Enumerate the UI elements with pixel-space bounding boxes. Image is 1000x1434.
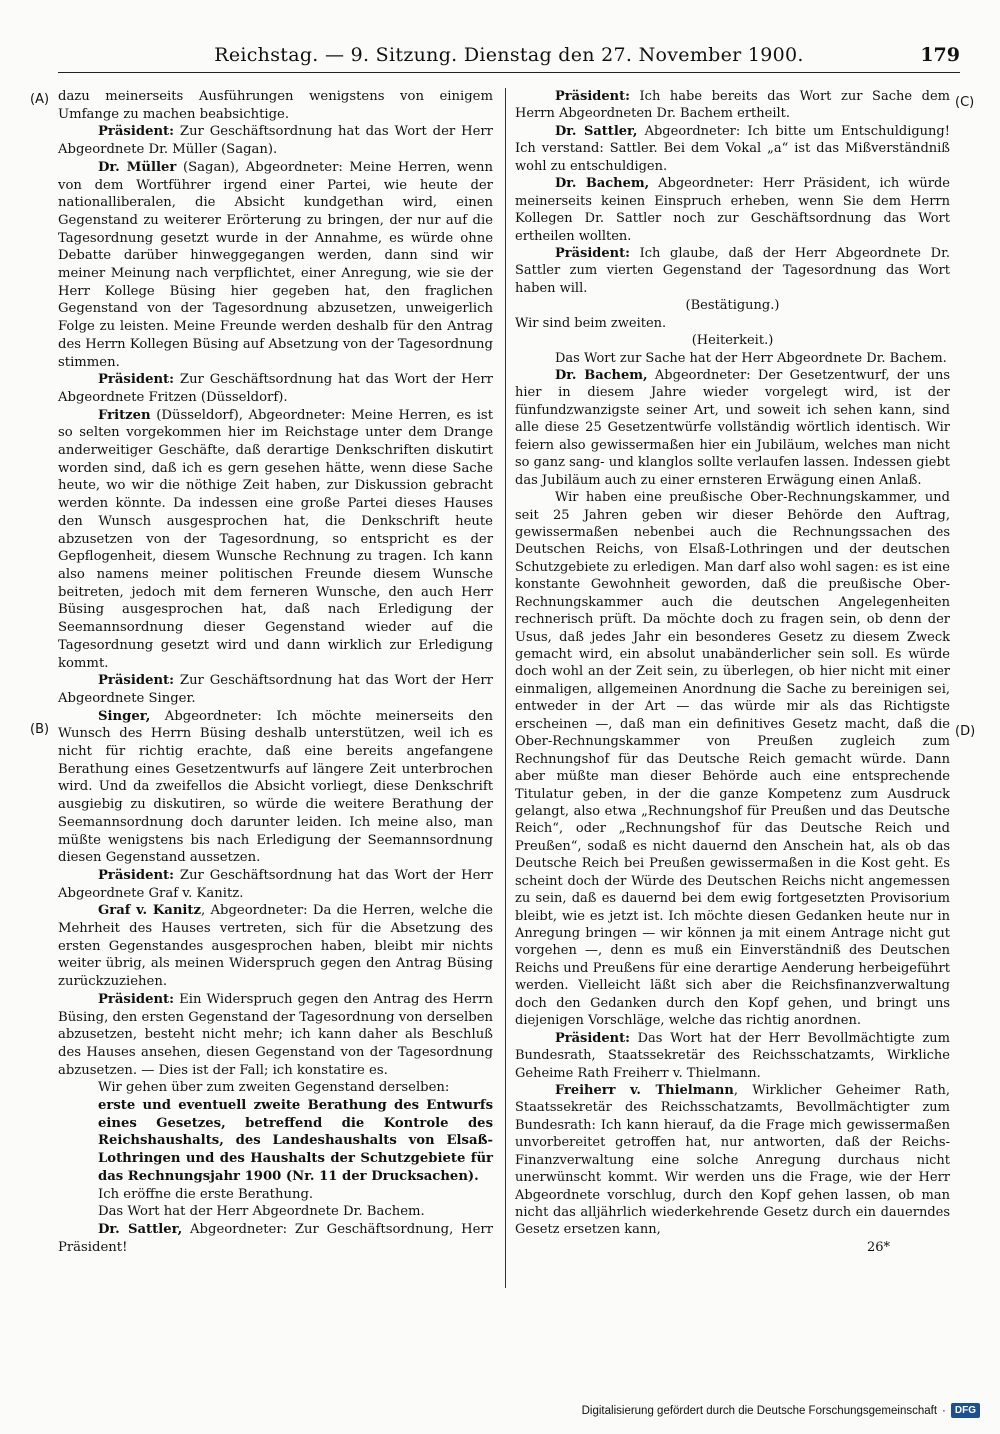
speaker-name: Dr. Bachem, (555, 368, 648, 383)
paragraph: Dr. Bachem, Abgeordneter: Der Gesetzentwurf, der uns hier in diesem Jahre wieder vorgelegt wird, ist der fünfundzwanzigste seiner Art, und soweit ich sehen kann, sind alle diese 25 Gesetzentwürfe vollständig wörtlich identisch. Wir feiern also gewissermaßen hier ein Jubiläum, welches man nicht so ganz sang- und klanglos sollte verlaufen lassen. Indessen giebt das Jubiläum auch zu einer ernsteren Erwägung einen Anlaß. (515, 368, 950, 488)
paragraph: erste und eventuell zweite Berathung des Entwurfs eines Gesetzes, betreffend die Kontrole des Reichshaushalts, des Landeshaushalts von Elsaß-Lothringen und des Haushalts der Schutzgebiete für das Rechnungsjahr 1900 (Nr. 11 der Drucksachen). (98, 1098, 493, 1184)
paragraph: Das Wort hat der Herr Abgeordnete Dr. Bachem. (98, 1204, 425, 1220)
margin-mark-c: (C) (955, 95, 975, 110)
paragraph: Wir gehen über zum zweiten Gegenstand derselben: (98, 1080, 450, 1096)
paragraph: Dr. Müller (Sagan), Abgeordneter: Meine Herren, wenn von dem Wortführer irgend einer Partei, wie heute der nationalliberalen, die Absicht kundgethan wird, einen Gegenstand zu weiterer Erörterung zu bringen, der nur auf die Tagesordnung gesetzt wurde in der Annahme, es würde ohne Debatte darüber hinweggegangen werden, dann sind wir meiner Meinung nach verpflichtet, einer Anregung, wie sie der Herr Kollege Büsing hier gegeben hat, den fraglichen Gegenstand von der Tagesordnung abzusetzen, unweigerlich Folge zu leisten. Meine Freunde werden deshalb für den Antrag des Herrn Kollegen Büsing auf Absetzung von der Tagesordnung stimmen. (58, 159, 493, 370)
speaker-name: Präsident: (555, 245, 630, 261)
margin-mark-d: (D) (955, 724, 976, 739)
paragraph: 26* (866, 1239, 890, 1255)
left-column (58, 88, 493, 1256)
paragraph: Dr. Sattler, Abgeordneter: Ich bitte um Entschuldigung! Ich verstand: Sattler. Bei dem Vokal „a“ ist das Mißverständniß wohl zu entschuldigen. (515, 123, 950, 174)
dfg-logo: DFG (951, 1403, 980, 1418)
speaker-name: Präsident: (98, 867, 175, 883)
margin-mark-a: (A) (30, 92, 50, 107)
paragraph: Ich eröffne die erste Berathung. (98, 1186, 314, 1202)
speaker-name: Dr. Sattler, (98, 1222, 183, 1237)
page-number: 179 (920, 44, 960, 66)
paragraph: Wir haben eine preußische Ober-Rechnungskammer, und seit 25 Jahren geben wir dieser Behörde den Auftrag, gewissermaßen nebenbei auch die Rechnungssachen des Deutschen Reichs, von Elsaß-Lothringen und der deutschen Schutzgebiete zu erledigen. Man darf also wohl sagen: es ist eine konstante Gewohnheit geworden, daß die preußische Ober-Rechnungskammer auch die deutschen Angelegenheiten rechnerisch prüft. Da möchte doch zu fragen sein, ob denn der Usus, daß jedes Jahr ein besonderes Gesetz zu diesem Zweck gemacht wird, ein absolut unabänderlicher sein soll. Es würde doch wohl an der Zeit sein, zu überlegen, ob hier nicht mit einer einmaligen, allgemeinen Anordnung die Sache zu bereinigen sei, entweder in der Art — das würde mir als das Richtigste erscheinen —, daß man ein definitives Gesetz macht, daß die Ober-Rechnungskammer von Preußen zugleich zum Rechnungshof für das Deutsche Reich gemacht würde. Dann aber müßte man dieser Behörde auch eine entsprechende Titulatur geben, in der die ganze Kompetenz zum Ausdruck gelangt, also etwa „Rechnungshof für Preußen und das Deutsche Reich“, oder „Rechnungshof für das Deutsche Reich und Preußen“, sodaß es nicht dauernd den Anschein hat, als ob das Deutsche Reich bei Preußen gewissermaßen in die Kost geht. Es scheint doch der Würde des Deutschen Reichs nicht angemessen zu sein, daß es dauernd bei dem ewig fortgesetzten Provisorium bleibt, wie es jetzt ist. Ich möchte diesen Gedanken heute nur in Anregung bringen — wir können ja mit einem Antrage nicht gut vorgehen —, denn es muß ein Einverständniß des Deutschen Reichs und Preußens für eine derartige Aenderung herbeigeführt werden. Vielleicht läßt sich aber die Reichsfinanzverwaltung doch den Gedanken durch den Kopf gehen, und bringt uns diejenigen Vorschläge, welche das richtig anordnen. (515, 490, 950, 1029)
paragraph: Präsident: Ein Widerspruch gegen den Antrag des Herrn Büsing, den ersten Gegenstand der Tagesordnung von derselben abzusetzen, besteht nicht mehr; ich kann daher als Beschluß des Hauses ansehen, diesen Gegenstand von der Tagesordnung abzusetzen. — Dies ist der Fall; ich konstatire es. (58, 991, 493, 1078)
paragraph: Präsident: Das Wort hat der Herr Bevollmächtigte zum Bundesrath, Staatssekretär des Reichsschatzamts, Wirkliche Geheime Rath Freiherr v. Thielmann. (515, 1030, 950, 1081)
paragraph: Präsident: Zur Geschäftsordnung hat das Wort der Herr Abgeordnete Dr. Müller (Sagan). (58, 124, 493, 158)
speaker-name: Freiherr v. Thielmann (555, 1082, 734, 1098)
running-title: Reichstag. — 9. Sitzung. Dienstag den 27. November 1900. (214, 44, 804, 66)
speaker-name: Präsident: (555, 89, 630, 104)
speaker-name: Präsident: (98, 372, 175, 388)
paragraph: Graf v. Kanitz, Abgeordneter: Da die Herren, welche die Mehrheit des Hauses vertreten, sich für die Absetzung des ersten Gegenstandes ausgesprochen haben, bleibt mir nichts weiter übrig, als meinen Widerspruch gegen den Antrag Büsing zurückzuziehen. (58, 903, 493, 990)
digitization-credit (582, 1403, 980, 1418)
paragraph: (Bestätigung.) (685, 298, 780, 314)
column-divider (505, 88, 506, 1288)
speaker-name: Dr. Müller (98, 159, 177, 175)
paragraph: Präsident: Zur Geschäftsordnung hat das Wort der Herr Abgeordnete Fritzen (Düsseldorf). (58, 372, 493, 405)
right-column (515, 88, 950, 1256)
margin-mark-b: (B) (30, 722, 50, 737)
paragraph: Dr. Bachem, Abgeordneter: Herr Präsident, ich würde meinerseits keinen Einspruch erheben, wenn Sie dem Herrn Kollegen Dr. Sattler noch zur Geschäftsordnung das Wort ertheilen wollten. (515, 176, 950, 244)
paragraph: Präsident: Ich glaube, daß der Herr Abgeordnete Dr. Sattler zum vierten Gegenstand der Tagesordnung das Wort haben will. (515, 245, 950, 296)
paragraph: Präsident: Ich habe bereits das Wort zur Sache dem Herrn Abgeordneten Dr. Bachem ertheilt. (515, 89, 950, 122)
speaker-name: Dr. Sattler, (555, 123, 638, 139)
paragraph: Wir sind beim zweiten. (515, 315, 667, 331)
credit-text: Digitalisierung gefördert durch die Deutsche Forschungsgemeinschaft (581, 1404, 938, 1417)
paragraph: Dr. Sattler, Abgeordneter: Zur Geschäftsordnung, Herr Präsident! (58, 1222, 493, 1255)
speaker-name: Präsident: (98, 673, 175, 689)
speaker-name: Dr. Bachem, (555, 176, 650, 192)
paragraph: dazu meinerseits Ausführungen wenigstens von einigem Umfange zu machen beabsichtige. (58, 89, 493, 122)
paragraph: Singer, Abgeordneter: Ich möchte meinerseits den Wunsch des Herrn Büsing deshalb unterstützen, weil ich es nicht für richtig erachte, daß eine bereits angefangene Berathung eines Gesetzentwurfs auf längere Zeit unterbrochen wird. Und da zweifellos die Absicht vorliegt, diese Denkschrift ausgiebig zu diskutiren, so würde die weitere Berathung der Seemannsordnung doch darunter leiden. Ich meine also, man müßte wenigstens bis nach Erledigung der Seemannsordnung diesen Gegenstand aussetzen. (58, 708, 493, 866)
speaker-name: Präsident: (98, 124, 175, 140)
speaker-name: Singer, (98, 708, 151, 724)
paragraph: Das Wort zur Sache hat der Herr Abgeordnete Dr. Bachem. (555, 350, 947, 366)
paragraph: (Heiterkeit.) (691, 333, 774, 349)
paragraph: Präsident: Zur Geschäftsordnung hat das Wort der Herr Abgeordnete Graf v. Kanitz. (58, 867, 493, 901)
separator: · (942, 1404, 946, 1417)
speaker-name: Graf v. Kanitz (98, 903, 201, 919)
speaker-name: Fritzen (98, 407, 151, 423)
speaker-name: Präsident: (555, 1030, 630, 1046)
speaker-name: Präsident: (98, 991, 175, 1007)
paragraph: Freiherr v. Thielmann, Wirklicher Geheimer Rath, Staatssekretär des Reichsschatzamts, Bevollmächtigter zum Bundesrath: Ich kann hierauf, da die Frage mich gewissermaßen unvorbereitet getroffen hat, nur antworten, daß der Reichs-Finanzverwaltung eine solche Anregung durchaus nicht unerwünscht kommt. Wir werden uns die Frage, wie der Herr Abgeordnete vorschlug, durch den Kopf gehen lassen, ob man nicht das alljährlich wiederkehrende Gesetz durch ein dauerndes Gesetz ersetzen kann, (515, 1082, 950, 1238)
paragraph: Fritzen (Düsseldorf), Abgeordneter: Meine Herren, es ist so selten vorgekommen hier im Reichstage unter dem Drange anderweitiger Geschäfte, daß derartige Denkschriften diskutirt worden sind, daß ich es gern gesehen hätte, wenn diese Sache heute, wo wir die nöthige Zeit haben, zur Diskussion gebracht werden könnte. Da indessen eine große Partei dieses Hauses den Wunsch ausgesprochen hat, die Denkschrift heute abzusetzen von der Tagesordnung, so entspricht es der Gepflogenheit, diesem Wunsche Rechnung zu tragen. Ich kann also namens meiner politischen Freunde diesem Wunsche beitreten, jedoch mit dem ferneren Wunsche, den auch Herr Büsing ausgesprochen hat, daß nach Erledigung der Seemannsordnung dieser Gegenstand wieder auf die Tagesordnung gesetzt wird und dann wirklich zur Erledigung kommt. (58, 407, 493, 671)
page-header (58, 42, 960, 73)
paragraph: Präsident: Zur Geschäftsordnung hat das Wort der Herr Abgeordnete Singer. (58, 673, 493, 706)
